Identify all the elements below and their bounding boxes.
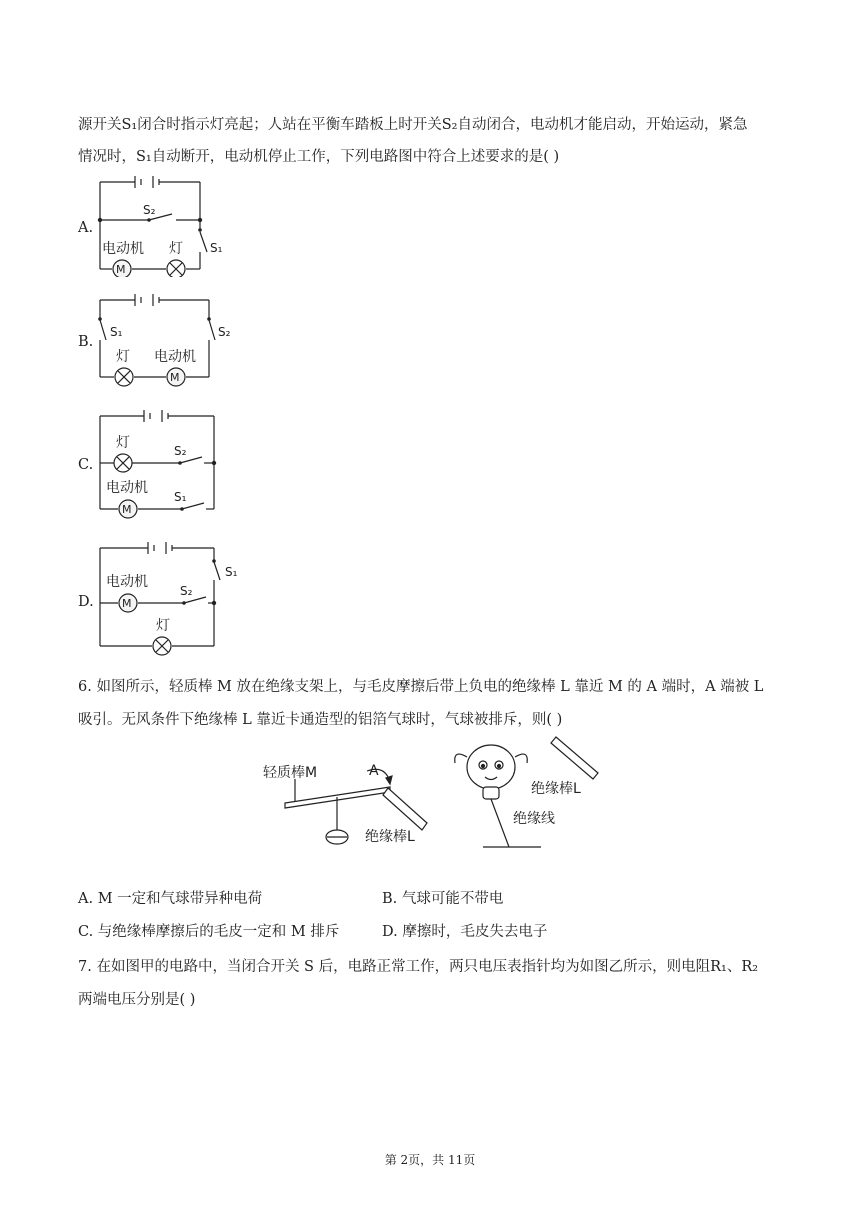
circuit-b-diagram xyxy=(94,288,244,390)
option-a-label: A. xyxy=(78,220,94,236)
q5-text-line2: 情况时，S₁自动断开，电动机停止工作，下列电路图中符合上述要求的是( ) xyxy=(78,149,560,165)
q5-text-line1: 源开关S₁闭合时指示灯亮起；人站在平衡车踏板上时开关S₂自动闭合，电动机才能启动，开始运动，紧急 xyxy=(78,117,748,133)
circuit-b-lamp-label: 灯 xyxy=(116,349,130,365)
circuit-d-s1-label: S₁ xyxy=(225,565,238,579)
circuit-a-s1-label: S₁ xyxy=(210,241,223,255)
circuit-c-motor-label: 电动机 xyxy=(106,480,148,496)
circuit-c-lamp-label: 灯 xyxy=(116,435,130,451)
circuit-a-lamp-label: 灯 xyxy=(169,241,183,257)
q7-text-line2: 两端电压分别是( ) xyxy=(78,992,196,1008)
motor-icon: M xyxy=(122,503,132,516)
choice-a: A. M 一定和气球带异种电荷 xyxy=(78,891,263,907)
page-footer: 第 2页，共 11页 xyxy=(384,1153,476,1167)
option-c-label: C. xyxy=(78,457,94,473)
circuit-c-s1-label: S₁ xyxy=(174,490,187,504)
circuit-c-diagram xyxy=(94,402,244,522)
circuit-a-diagram xyxy=(94,172,244,277)
choice-c: C. 与绝缘棒摩擦后的毛皮一定和 M 排斥 xyxy=(78,924,340,940)
choice-d: D. 摩擦时，毛皮失去电子 xyxy=(382,924,548,940)
insulating-thread-label: 绝缘线 xyxy=(513,811,555,827)
circuit-a-s2-label: S₂ xyxy=(143,203,156,217)
q7-text-line1: 7. 在如图甲的电路中，当闭合开关 S 后，电路正常工作，两只电压表指针均为如图乙所示，则电阻R₁、R₂ xyxy=(78,959,759,975)
circuit-d-lamp-label: 灯 xyxy=(156,618,170,634)
circuit-d-diagram xyxy=(94,534,254,662)
circuit-b-motor-label: 电动机 xyxy=(154,349,196,365)
motor-icon: M xyxy=(116,263,126,276)
circuit-b-s2-label: S₂ xyxy=(218,325,231,339)
end-a-label: A xyxy=(369,763,379,779)
circuit-c-s2-label: S₂ xyxy=(174,444,187,458)
insulator-rod-right-label: 绝缘棒L xyxy=(531,781,581,797)
circuit-d-s2-label: S₂ xyxy=(180,584,193,598)
circuit-a-motor-label: 电动机 xyxy=(102,241,144,257)
circuit-b-s1-label: S₁ xyxy=(110,325,123,339)
circuit-d-motor-label: 电动机 xyxy=(106,574,148,590)
insulator-rod-left-label: 绝缘棒L xyxy=(365,829,415,845)
light-rod-label: 轻质棒M xyxy=(263,765,318,781)
option-d-label: D. xyxy=(78,594,94,610)
motor-icon: M xyxy=(170,371,180,384)
choice-b: B. 气球可能不带电 xyxy=(382,891,504,907)
option-b-label: B. xyxy=(78,334,94,350)
q6-text-line2: 吸引。无风条件下绝缘棒 L 靠近卡通造型的铝箔气球时，气球被排斥，则( ) xyxy=(78,712,563,728)
q6-figure xyxy=(255,735,615,855)
motor-icon: M xyxy=(122,597,132,610)
q6-text-line1: 6. 如图所示，轻质棒 M 放在绝缘支架上，与毛皮摩擦后带上负电的绝缘棒 L 靠近 M 的 A 端时，A 端被 L xyxy=(78,679,764,695)
